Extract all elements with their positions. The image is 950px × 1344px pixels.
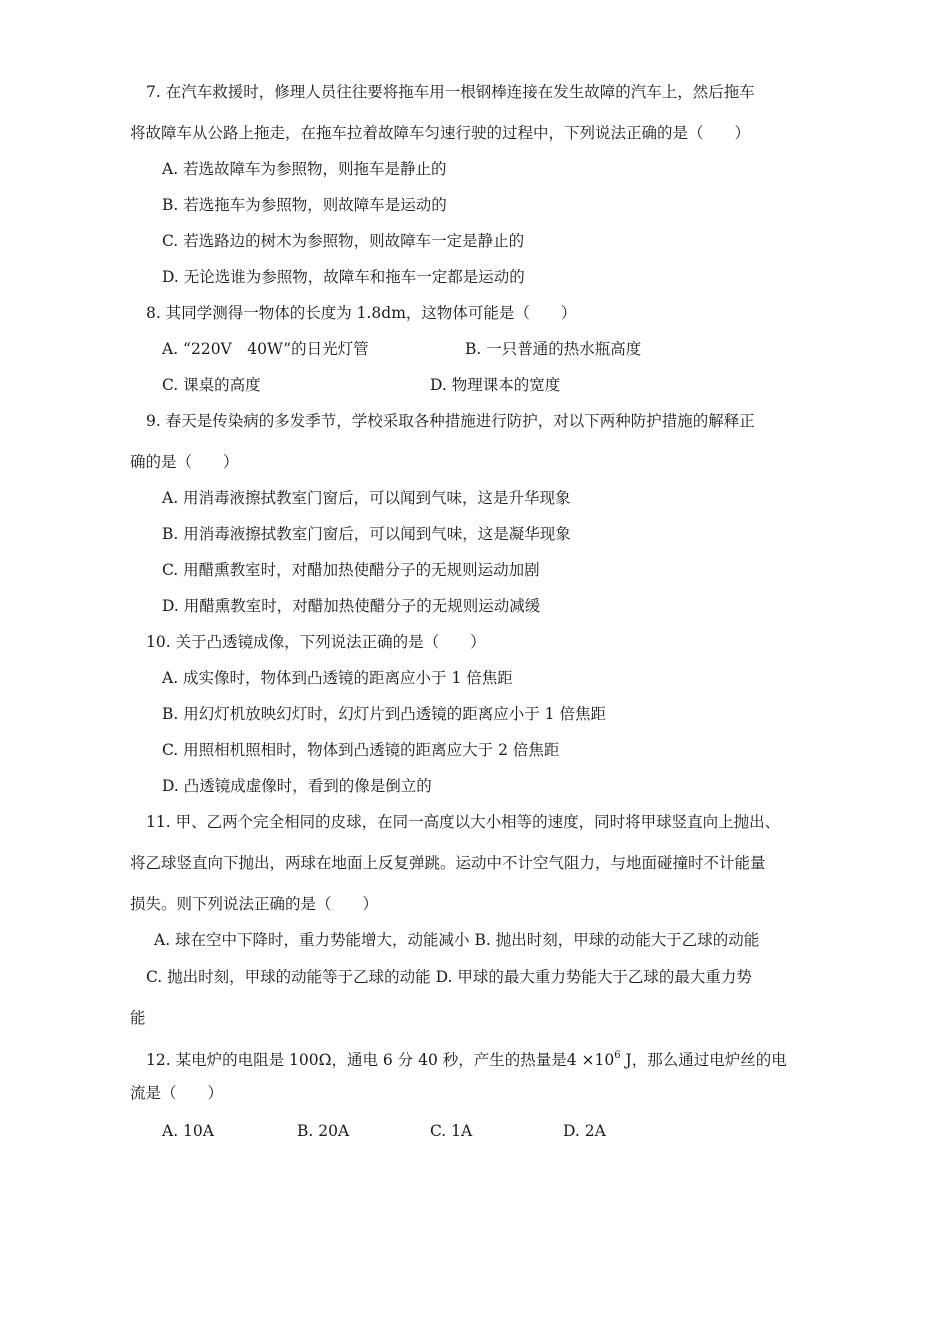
question-8-option-a: A. “220V 40W”的日光灯管	[162, 340, 369, 358]
question-9-option-a: A. 用消毒液擦拭教室门窗后，可以闻到气味，这是升华现象	[162, 489, 571, 507]
heat-formula-base: 4 ×10	[566, 1051, 615, 1069]
question-9-stem-line-2: 确的是（ ）	[130, 453, 239, 471]
question-11-stem-line-2: 将乙球竖直向下抛出，两球在地面上反复弹跳。运动中不计空气阻力，与地面碰撞时不计能量	[130, 854, 766, 872]
question-11-stem-line-1: 11. 甲、乙两个完全相同的皮球，在同一高度以大小相等的速度，同时将甲球竖直向上抛出、	[146, 813, 781, 831]
question-12-option-c: C. 1A	[430, 1122, 473, 1140]
question-11-stem-line-3: 损失。则下列说法正确的是（ ）	[130, 895, 379, 913]
question-12-option-d: D. 2A	[563, 1122, 606, 1140]
heat-formula-unit: J	[620, 1051, 632, 1069]
question-11-options-line-1: A. 球在空中下降时，重力势能增大，动能减小 B. 抛出时刻，甲球的动能大于乙球的动能	[154, 931, 760, 949]
question-9-option-c: C. 用醋熏教室时，对醋加热使醋分子的无规则运动加剧	[162, 561, 540, 579]
question-9-stem-line-1: 9. 春天是传染病的多发季节，学校采取各种措施进行防护，对以下两种防护措施的解释正	[146, 412, 755, 430]
question-7-stem-line-2: 将故障车从公路上拖走，在拖车拉着故障车匀速行驶的过程中，下列说法正确的是（ ）	[130, 124, 751, 142]
question-10-option-d: D. 凸透镜成虚像时，看到的像是倒立的	[162, 777, 432, 795]
question-12-option-a: A. 10A	[162, 1122, 214, 1140]
question-12-stem-line-2: 流是（ ）	[130, 1084, 224, 1102]
question-12-option-b: B. 20A	[297, 1122, 350, 1140]
question-8-option-d: D. 物理课本的宽度	[430, 376, 561, 394]
question-7-option-b: B. 若选拖车为参照物，则故障车是运动的	[162, 196, 447, 214]
heat-formula-exponent: 6	[614, 1050, 621, 1061]
question-7-stem-line-1: 7. 在汽车救援时，修理人员往往要将拖车用一根钢棒连接在发生故障的汽车上，然后拖车	[146, 83, 755, 101]
question-9-option-b: B. 用消毒液擦拭教室门窗后，可以闻到气味，这是凝华现象	[162, 525, 571, 543]
question-7-option-a: A. 若选故障车为参照物，则拖车是静止的	[162, 160, 447, 178]
question-8-option-b: B. 一只普通的热水瓶高度	[465, 340, 642, 358]
question-11-options-line-3: 能	[130, 1009, 146, 1027]
question-10-option-a: A. 成实像时，物体到凸透镜的距离应小于 1 倍焦距	[162, 669, 513, 687]
question-8-option-c: C. 课桌的高度	[162, 376, 261, 394]
question-12-stem-line-1	[146, 1046, 787, 1070]
question-10-option-c: C. 用照相机照相时，物体到凸透镜的距离应大于 2 倍焦距	[162, 741, 560, 759]
question-7-option-d: D. 无论选谁为参照物，故障车和拖车一定都是运动的	[162, 268, 525, 286]
question-11-options-line-2: C. 抛出时刻，甲球的动能等于乙球的动能 D. 甲球的最大重力势能大于乙球的最大重力势	[146, 968, 752, 986]
question-10-option-b: B. 用幻灯机放映幻灯时，幻灯片到凸透镜的距离应小于 1 倍焦距	[162, 705, 606, 723]
question-12-stem-text-b: ，那么通过电炉丝的电	[631, 1051, 787, 1069]
heat-formula	[567, 1051, 632, 1069]
question-10-stem: 10. 关于凸透镜成像，下列说法正确的是（ ）	[146, 633, 486, 651]
question-7-option-c: C. 若选路边的树木为参照物，则故障车一定是静止的	[162, 232, 525, 250]
question-12-stem-text-a: 12. 某电炉的电阻是 100Ω，通电 6 分 40 秒，产生的热量是	[146, 1051, 567, 1069]
question-8-stem: 8. 其同学测得一物体的长度为 1.8dm，这物体可能是（ ）	[146, 304, 577, 322]
question-9-option-d: D. 用醋熏教室时，对醋加热使醋分子的无规则运动减缓	[162, 597, 541, 615]
